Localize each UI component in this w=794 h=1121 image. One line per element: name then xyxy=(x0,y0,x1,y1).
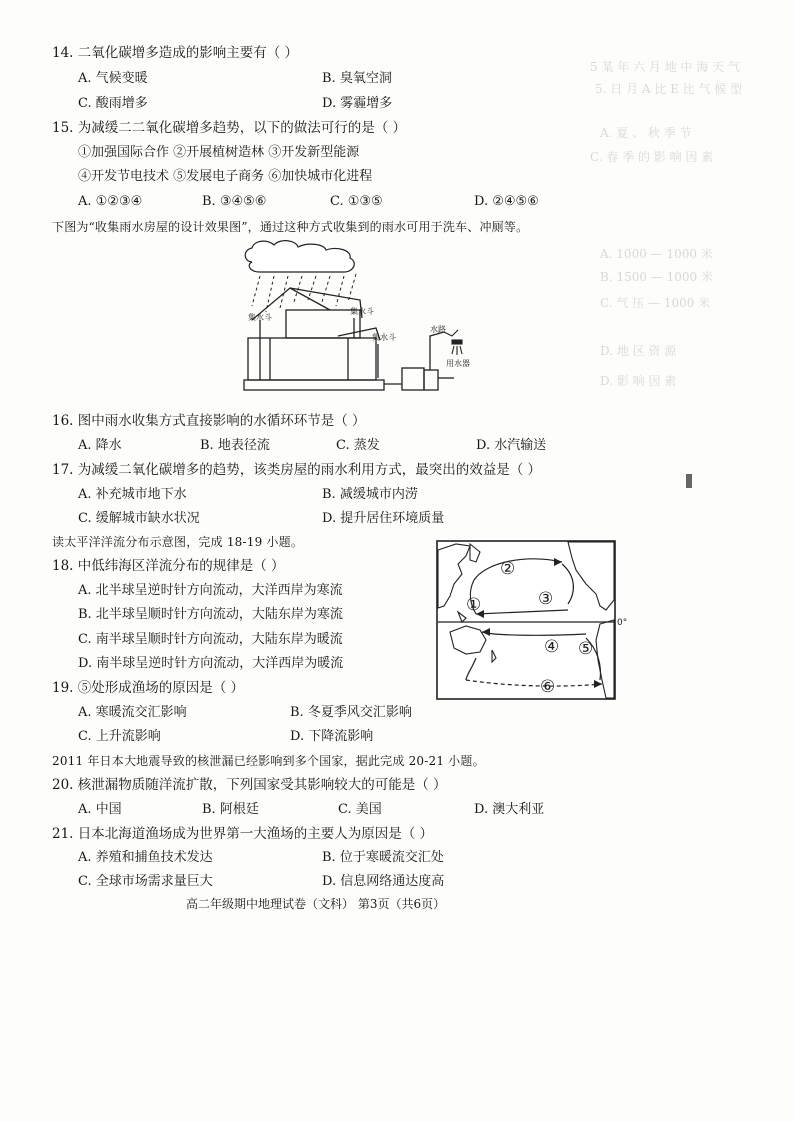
rainwater-house-figure xyxy=(230,240,490,398)
page-footer: 高二年级期中地理试卷（文科） 第3页（共6页） xyxy=(186,897,446,911)
q16-option-c: C. 蒸发 xyxy=(336,438,380,453)
q14-option-d: D. 雾霾增多 xyxy=(322,96,393,111)
q15-option-c: C. ①③⑤ xyxy=(330,194,383,209)
marker-6: ⑥ xyxy=(540,677,556,697)
q18-option-d: D. 南半球呈逆时针方向流动，大洋西岸为暖流 xyxy=(78,656,344,671)
q21-stem: 21. 日本北海道渔场成为世界第一大渔场的主要人为原因是（ ） xyxy=(52,826,434,842)
q15-option-b: B. ③④⑤⑥ xyxy=(202,194,267,209)
q15-items-2: ④开发节电技术 ⑤发展电子商务 ⑥加快城市化进程 xyxy=(78,169,373,184)
q14-option-a: A. 气候变暖 xyxy=(78,71,148,86)
pacific-figure-intro: 读太平洋洋流分布示意图，完成 18-19 小题。 xyxy=(52,535,304,549)
marker-5: ⑤ xyxy=(578,639,594,659)
marker-3: ③ xyxy=(538,589,554,609)
q15-stem: 15. 为减缓二二氧化碳增多趋势，以下的做法可行的是（ ） xyxy=(52,120,407,136)
q17-option-d: D. 提升居住环境质量 xyxy=(322,511,445,526)
q15-items-1: ①加强国际合作 ②开展植树造林 ③开发新型能源 xyxy=(78,145,360,160)
q15-option-d: D. ②④⑤⑥ xyxy=(474,194,539,209)
label-collector-bottom: 集水斗 xyxy=(372,333,396,342)
q21-option-c: C. 全球市场需求量巨大 xyxy=(78,874,213,889)
q20-option-a: A. 中国 xyxy=(78,802,122,817)
q18-option-c: C. 南半球呈顺时针方向流动，大陆东岸为暖流 xyxy=(78,632,343,647)
q19-option-b: B. 冬夏季风交汇影响 xyxy=(290,705,412,720)
label-pipe: 水路 xyxy=(430,325,446,334)
q19-option-c: C. 上升流影响 xyxy=(78,729,161,744)
q17-option-c: C. 缓解城市缺水状况 xyxy=(78,511,200,526)
q20-option-c: C. 美国 xyxy=(338,802,382,817)
cloud-icon xyxy=(245,241,354,272)
binding-mark xyxy=(686,474,692,488)
q21-option-d: D. 信息网络通达度高 xyxy=(322,874,445,889)
q19-option-d: D. 下降流影响 xyxy=(290,729,374,744)
q17-option-b: B. 减缓城市内涝 xyxy=(322,487,418,502)
q19-stem: 19. ⑤处形成渔场的原因是（ ） xyxy=(52,680,245,696)
q14-option-c: C. 酸雨增多 xyxy=(78,96,148,111)
q17-stem: 17. 为减缓二氧化碳增多的趋势，该类房屋的雨水利用方式，最突出的效益是（ ） xyxy=(52,462,542,478)
q20-stem: 20. 核泄漏物质随洋流扩散，下列国家受其影响较大的可能是（ ） xyxy=(52,777,447,793)
marker-1: ① xyxy=(466,595,482,615)
q15-option-a: A. ①②③④ xyxy=(78,194,143,209)
q16-option-d: D. 水汽输送 xyxy=(476,438,547,453)
q16-option-a: A. 降水 xyxy=(78,438,122,453)
rain-figure-intro: 下图为“收集雨水房屋的设计效果图”，通过这种方式收集到的雨水可用于洗车、冲厕等。 xyxy=(52,220,529,234)
q18-stem: 18. 中低纬海区洋流分布的规律是（ ） xyxy=(52,558,285,574)
equator-label: 0° xyxy=(617,618,628,628)
q20-option-b: B. 阿根廷 xyxy=(202,802,259,817)
q14-stem: 14. 二氧化碳增多造成的影响主要有（ ） xyxy=(52,45,299,61)
q19-option-a: A. 寒暖流交汇影响 xyxy=(78,705,187,720)
q20-option-d: D. 澳大利亚 xyxy=(474,802,545,817)
label-collector-right: 集水斗 xyxy=(350,307,374,316)
nuclear-intro: 2011 年日本大地震导致的核泄漏已经影响到多个国家，据此完成 20-21 小题。 xyxy=(52,754,485,768)
q14-option-b: B. 臭氧空洞 xyxy=(322,71,392,86)
house-structure xyxy=(244,288,454,390)
q18-option-b: B. 北半球呈顺时针方向流动，大陆东岸为寒流 xyxy=(78,607,343,622)
q17-option-a: A. 补充城市地下水 xyxy=(78,487,187,502)
q18-option-a: A. 北半球呈逆时针方向流动，大洋西岸为寒流 xyxy=(78,583,343,598)
label-collector-left: 集水斗 xyxy=(248,313,272,322)
q21-option-b: B. 位于寒暖流交汇处 xyxy=(322,850,444,865)
q16-stem: 16. 图中雨水收集方式直接影响的水循环环节是（ ） xyxy=(52,413,366,429)
shower-icon xyxy=(444,330,462,355)
pacific-current-map xyxy=(436,540,636,702)
q16-option-b: B. 地表径流 xyxy=(200,438,270,453)
q21-option-a: A. 养殖和捕鱼技术发达 xyxy=(78,850,213,865)
marker-4: ④ xyxy=(544,637,560,657)
label-device: 用水器 xyxy=(446,359,470,368)
marker-2: ② xyxy=(500,559,516,579)
